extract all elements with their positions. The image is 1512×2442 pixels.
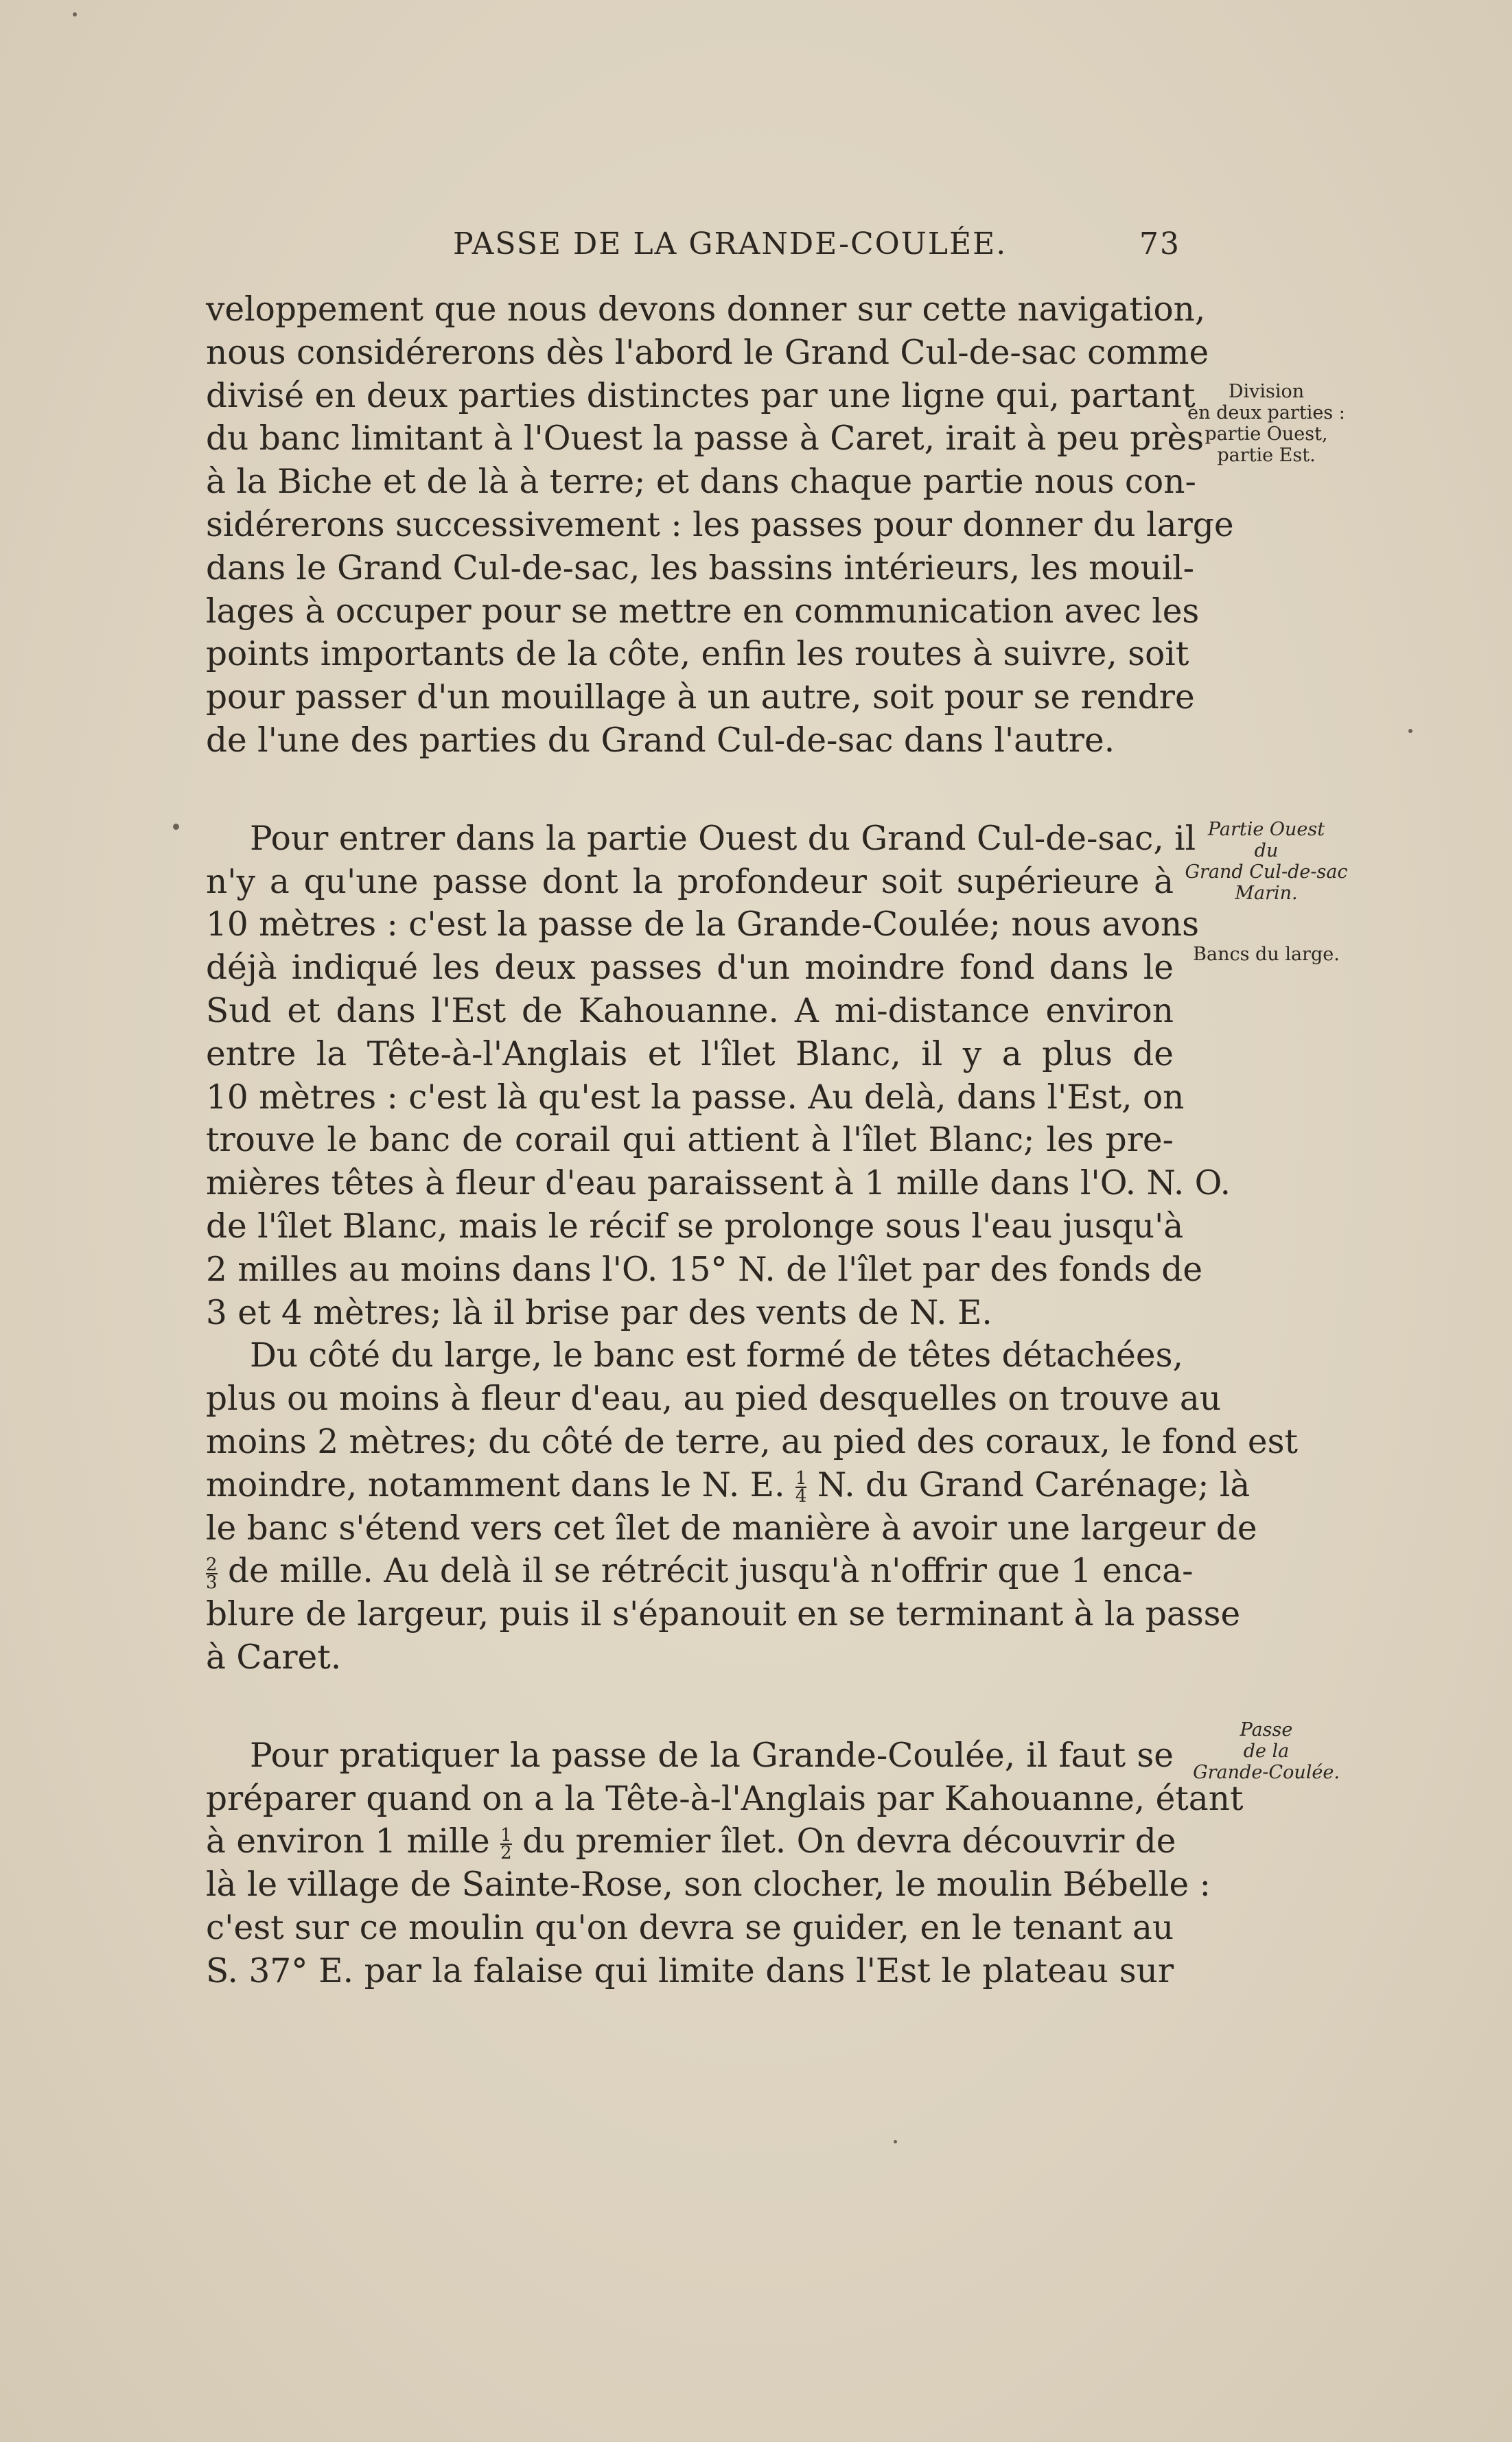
running-title: PASSE DE LA GRANDE-COULÉE. [453,226,1008,261]
text-line: n'y a qu'une passe dont la profondeur soit supérieure à [206,862,1174,901]
text-line: à Caret. [206,1638,342,1677]
paper-speck [73,12,77,16]
paragraph-3 [206,1334,1298,1679]
text-line: 10 mètres : c'est là qu'est la passe. Au delà, dans l'Est, on [206,1078,1185,1117]
text-line: 10 mètres : c'est la passe de la Grande-Coulée; nous avons [206,905,1200,944]
text-line: plus ou moins à fleur d'eau, au pied desquelles on trouve au [206,1380,1222,1419]
text-line: 3 et 4 mètres; là il brise par des vents de N. E. [206,1293,992,1332]
text-line: à la Biche et de là à terre; et dans chaque partie nous con- [206,463,1196,502]
paper-speck [173,824,179,830]
page-number: 73 [1139,226,1180,261]
text-line: 2 milles au moins dans l'O. 15° N. de l'îlet par des fonds de [206,1250,1203,1289]
text-line: c'est sur ce moulin qu'on devra se guider, en le tenant au [206,1908,1174,1947]
text-line: S. 37° E. par la falaise qui limite dans l'Est le plateau sur [206,1951,1174,1990]
margin-note-line: partie Ouest, [1205,423,1328,445]
fraction-two-thirds: $\frac{2}{3}$ [206,1554,218,1593]
text-line: mières têtes à fleur d'eau paraissent à 1 mille dans l'O. N. O. [206,1164,1231,1203]
margin-note-line: Division [1228,381,1305,402]
text-line [206,1464,1251,1507]
text-line [206,1820,1174,1863]
text-line: de l'une des parties du Grand Cul-de-sac dans l'autre. [206,721,1115,760]
text-line: là le village de Sainte-Rose, son clocher, le moulin Bébelle : [206,1865,1211,1905]
paper-speck [894,2140,897,2143]
text-line: entre la Tête-à-l'Anglais et l'îlet Blanc, il y a plus de [206,1034,1174,1073]
text-segment: du premier îlet. On devra découvrir de [522,1822,1176,1861]
paragraph-1 [206,288,1234,763]
text-line: préparer quand on a la Tête-à-l'Anglais par Kahouanne, étant [206,1779,1244,1818]
fraction-one-half: $\frac{1}{2}$ [500,1824,512,1863]
text-line: blure de largeur, puis il s'épanouit en se terminant à la passe [206,1595,1241,1634]
paragraph-4 [206,1734,1244,1993]
margin-note-line: en deux parties : [1187,402,1345,423]
text-line: points importants de la côte, enfin les routes à suivre, soit [206,635,1189,674]
text-line: moins 2 mètres; du côté de terre, au pied des coraux, le fond est [206,1422,1298,1461]
margin-note-partie-ouest [1174,819,1359,904]
text-line: déjà indiqué les deux passes d'un moindre fond dans le [206,949,1174,988]
text-line: de l'îlet Blanc, mais le récif se prolonge sous l'eau jusqu'à [206,1207,1184,1246]
margin-note-passe [1174,1719,1359,1783]
margin-note-line: de la [1243,1741,1290,1762]
margin-note-line: Partie Ouest [1207,819,1325,840]
text-line [206,1550,1194,1593]
text-line: nous considérerons dès l'abord le Grand Cul-de-sac comme [206,333,1209,372]
text-line: du banc limitant à l'Ouest la passe à Caret, irait à peu près [206,419,1205,458]
margin-note-line: Grand Cul-de-sac [1185,861,1348,883]
text-segment: à environ 1 mille [206,1822,490,1861]
text-line: le banc s'étend vers cet îlet de manière à avoir une largeur de [206,1509,1257,1548]
paper-speck [1408,729,1412,733]
text-segment: moindre, notamment dans le N. E. [206,1465,785,1504]
fraction-one-quarter: $\frac{1}{4}$ [795,1468,807,1507]
text-line: trouve le banc de corail qui attient à l'îlet Blanc; les pre- [206,1121,1174,1160]
text-line: pour passer d'un mouillage à un autre, soit pour se rendre [206,678,1195,717]
margin-note-division [1174,381,1359,466]
text-line: dans le Grand Cul-de-sac, les bassins intérieurs, les mouil- [206,548,1195,588]
margin-note-line: Grande-Coulée. [1193,1762,1340,1783]
text-line: Sud et dans l'Est de Kahouanne. A mi-distance environ [206,991,1174,1030]
margin-note-line: Passe [1240,1719,1293,1741]
page-header [206,226,1180,275]
text-segment: N. du Grand Carénage; là [817,1465,1251,1504]
text-line: Pour entrer dans la partie Ouest du Grand Cul-de-sac, il [250,819,1196,858]
text-line: sidérerons successivement : les passes pour donner du large [206,505,1234,544]
text-line: Du côté du large, le banc est formé de têtes détachées, [250,1336,1183,1375]
text-line: lages à occuper pour se mettre en communication avec les [206,592,1200,631]
text-line: Pour pratiquer la passe de la Grande-Coulée, il faut se [250,1736,1174,1775]
margin-note-line: partie Est. [1217,445,1316,466]
margin-note-line: Marin. [1235,883,1298,904]
margin-note-bancs [1174,944,1359,965]
margin-note-line: du [1254,840,1279,861]
text-line: divisé en deux parties distinctes par une ligne qui, partant [206,376,1196,415]
text-segment: de mille. Au delà il se rétrécit jusqu'à n'offrir que 1 enca- [227,1552,1194,1591]
margin-note-line: Bancs du large. [1193,944,1340,965]
paragraph-2 [206,817,1231,1335]
text-line: veloppement que nous devons donner sur cette navigation, [206,290,1206,329]
